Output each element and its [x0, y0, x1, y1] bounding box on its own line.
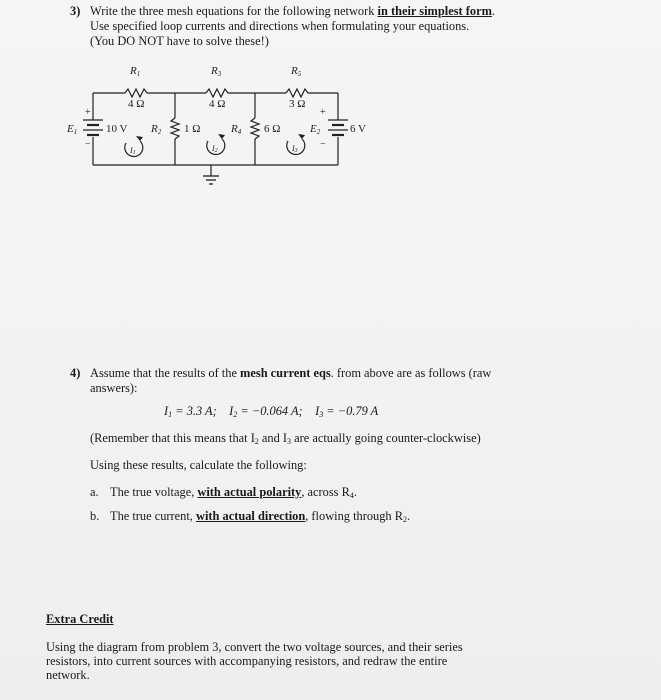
- resistor-R5-zigzag: [286, 89, 308, 97]
- q4-item-a: The true voltage, with actual polarity, across $R_4$.: [110, 485, 357, 500]
- q3-line1: Write the three mesh equations for the following network in their simplest form.: [90, 4, 495, 18]
- q4-item-b: The true current, with actual direction, flowing through $R_2$.: [110, 509, 411, 524]
- resistor-R2-zigzag: [171, 118, 179, 139]
- E1-plus: +: [85, 107, 91, 118]
- q4-item-a-label: a.: [90, 485, 99, 499]
- q4-line2: answers):: [90, 381, 138, 395]
- value-E1: 10 V: [106, 123, 128, 135]
- label-R3: R3: [211, 65, 222, 78]
- E1-minus: −: [85, 139, 91, 150]
- circuit-diagram: [0, 0, 661, 200]
- q4-remember: (Remember that this means that $I_2$ and $I_3$ are actually going counter-clockwise): [90, 431, 481, 446]
- q3-emphasis: in their simplest form: [377, 4, 492, 18]
- value-R1: 4 Ω: [128, 98, 145, 110]
- battery-E2: [328, 120, 348, 135]
- extra-credit-line3: network.: [46, 668, 90, 682]
- E2-plus: +: [320, 107, 326, 118]
- value-E2: 6 V: [350, 123, 366, 135]
- result-I1: $I_1 = 3.3$ A;: [164, 404, 217, 419]
- label-R5: R5: [291, 65, 302, 78]
- value-R3: 4 Ω: [209, 98, 226, 110]
- q3-number: 3): [70, 4, 81, 18]
- result-I3: $I_3 = -0.79$ A: [315, 404, 379, 419]
- q4-item-a-emphasis: with actual polarity: [197, 485, 302, 499]
- extra-credit-title: Extra Credit: [46, 612, 114, 626]
- E2-minus: −: [320, 139, 326, 150]
- q4-item-b-label: b.: [90, 509, 100, 523]
- label-R4: R4: [231, 123, 242, 136]
- label-I2: I2: [212, 144, 218, 154]
- result-I2: $I_2 = -0.064$ A;: [229, 404, 303, 419]
- q4-results: [164, 404, 378, 422]
- label-I1: I1: [130, 146, 136, 156]
- q3-line3: (You DO NOT have to solve these!): [90, 34, 269, 48]
- label-R2: R2: [151, 123, 162, 136]
- q4-using: Using these results, calculate the following:: [90, 458, 307, 472]
- q4-number: 4): [70, 366, 81, 380]
- q4-line1: Assume that the results of the mesh current eqs. from above are as follows (raw: [90, 366, 492, 380]
- q3-line2: Use specified loop currents and directions when formulating your equations.: [90, 19, 470, 33]
- q4-item-b-emphasis: with actual direction: [196, 509, 306, 523]
- value-R5: 3 Ω: [289, 98, 306, 110]
- resistor-R1-zigzag: [125, 89, 147, 97]
- ground-icon: [203, 176, 219, 184]
- label-E1: E1: [67, 123, 78, 136]
- label-R1: R1: [130, 65, 141, 78]
- q4-emphasis: mesh current eqs: [240, 366, 331, 380]
- resistor-R3-zigzag: [206, 89, 228, 97]
- extra-credit-line2: resistors, into current sources with accompanying resistors, and redraw the entire: [46, 654, 448, 668]
- label-E2: E2: [310, 123, 321, 136]
- label-I3: I3: [292, 144, 298, 154]
- value-R4: 6 Ω: [264, 123, 281, 135]
- resistor-R4-zigzag: [251, 118, 259, 139]
- extra-credit-line1: Using the diagram from problem 3, convert the two voltage sources, and their series: [46, 640, 463, 654]
- value-R2: 1 Ω: [184, 123, 201, 135]
- battery-E1: [83, 120, 103, 135]
